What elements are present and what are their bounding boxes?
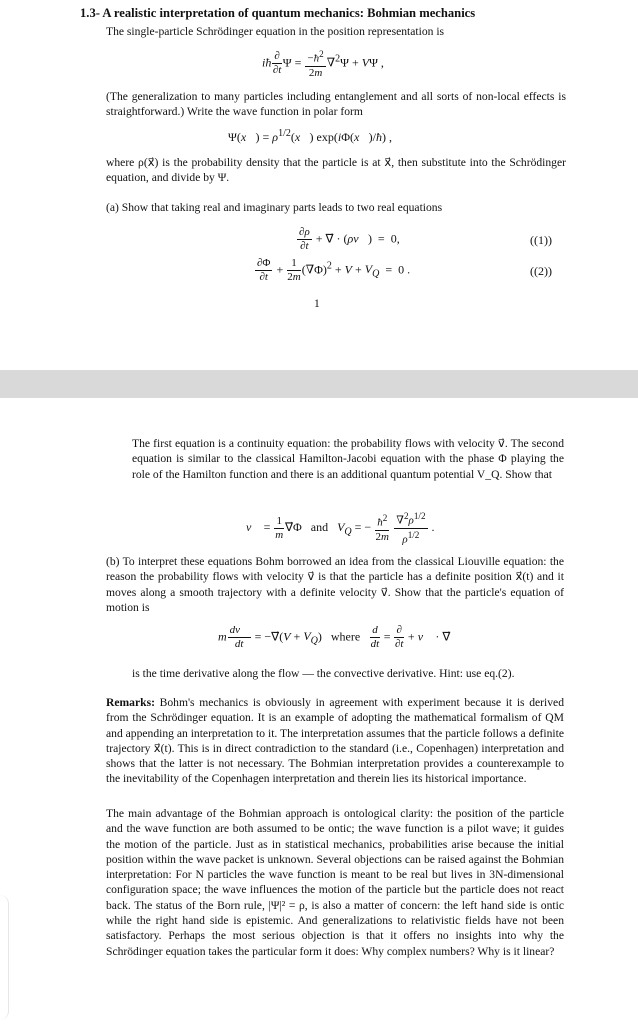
velocity-and-potential-equation: v⃗ = $\frac{1}{m}$ ∇⃗Φ and $V_Q$ = − $\frac{ħ^2}{2m}$ $\frac{\nabla^2\rho^{1/2}}{\rho^{1/2}}$ . xyxy=(246,511,435,546)
generalization-text: (The generalization to many particles including entanglement and all sorts of non-local effects is straightforward.) Write the wave function in polar form xyxy=(106,90,566,119)
scroll-edge xyxy=(0,895,9,1020)
schrodinger-equation: iħ $\frac{\partial}{\partial t}$ Ψ = $\frac{-ħ^2}{2m}$ ∇$^2$Ψ + VΨ , xyxy=(262,49,384,79)
page-separator xyxy=(0,370,638,398)
hamilton-jacobi-equation: $\frac{\partial\Phi}{\partial t}$ + $\frac{1}{2m}$ $(\nabla\Phi)^2 + V + V_Q = 0$ . xyxy=(257,257,411,283)
equation-number-1: ((1)) xyxy=(530,233,552,247)
continuity-text: The first equation is a continuity equation: the probability flows with velocity v⃗. The second equation is similar to the classical Hamilton-Jacobi equation with the phase Φ playing the role of the Hamilton function and there is an additional quantum potential V_Q. Show that xyxy=(132,437,564,481)
equation-number-2: ((2)) xyxy=(530,264,552,278)
advantage-text: The main advantage of the Bohmian approach is ontological clarity: the position of the particle and the wave function are both assumed to be ontic; the wave function is a pilot wave; it guides the motion of the particle. Just as in statistical mechanics, probabilities arise because the initial position within the wave packet is unknown. Several objections can be raised against the Bohmian interpretation: For N particles the wave function is meant to be real but lives in 3N-dimensional configuration space; the wave influences the motion of the particle but the particle does not react back. The status of the Born rule, |Ψ|² = ρ, is also a matter of concern: the left hand side is ontic while the right hand side is epistemic. And generalizations to relativistic fields have not been satisfactory. Perhaps the most serious objection is that it offers no insights into why the Schrödinger equation takes the particular form it does: Why complex numbers? Why is it linear? xyxy=(106,807,564,958)
where-text: where ρ(x⃗) is the probability density that the particle is at x⃗, then substitute into the Schrödinger equation, and divide by Ψ. xyxy=(106,156,566,185)
continuity-equation: $\frac{\partial\rho}{\partial t}$ + ∇⃗ · (ρv⃗) = 0, xyxy=(299,226,400,252)
part-a-text: (a) Show that taking real and imaginary parts leads to two real equations xyxy=(106,201,443,214)
intro-text: The single-particle Schrödinger equation in the position representation is xyxy=(106,25,445,38)
remarks-label: Remarks: xyxy=(106,696,155,709)
document-page-2 xyxy=(0,398,638,1024)
polar-form-equation: Ψ(x⃗) = $\rho^{1/2}(x⃗)$ exp(iΦ(x⃗)/ħ) , xyxy=(228,128,392,144)
convective-text: is the time derivative along the flow — the convective derivative. Hint: use eq.(2). xyxy=(132,667,515,680)
remarks-text: Bohm's mechanics is obviously in agreement with experiment because it is derived from the Schrödinger equation. It is an example of adopting the mathematical formalism of QM and appending an interpretation to it. The interpretation assumes that the particle follows a definite trajectory x⃗(t). This is in direct contradiction to the standard (i.e., Copenhagen) interpretation and shows that the latter is not necessary. The Bohmian interpretation provides a counterexample to the inevitability of the Copenhagen interpretation and therein lies its historical importance. xyxy=(106,696,564,786)
part-b-text: (b) To interpret these equations Bohm borrowed an idea from the classical Liouville equation: the reason the probability flows with velocity v⃗ is that the particle has a definite position x⃗(t) and it moves along a smooth trajectory with a definite velocity v⃗. Show that the particle's equation of motion is xyxy=(106,555,564,614)
problem-heading: 1.3- A realistic interpretation of quantum mechanics: Bohmian mechanics xyxy=(80,6,476,20)
page-number: 1 xyxy=(314,298,320,310)
document-page-1 xyxy=(0,0,638,370)
remarks-paragraph xyxy=(106,695,564,787)
equation-of-motion: m $\frac{dv⃗}{dt}$ = −∇⃗(V + $V_Q$) where $\frac{d}{dt}$ = $\frac{\partial}{\partial t}$ + v⃗ · ∇⃗ xyxy=(218,624,451,650)
